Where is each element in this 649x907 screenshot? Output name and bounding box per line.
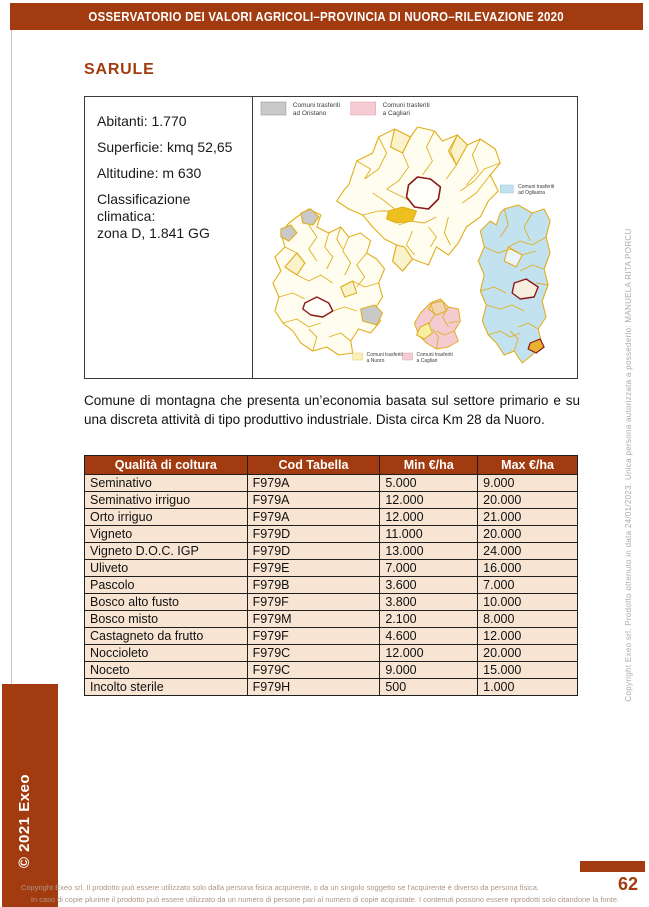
map-legend-nuoro (353, 352, 403, 364)
table-row (85, 594, 578, 611)
table-header-row (85, 456, 578, 475)
cell-min: 12.000 (380, 509, 478, 526)
column-header-cod: Cod Tabella (247, 456, 380, 475)
edition-copyright-text: © 2021 Exeo (16, 773, 33, 869)
cell-min: 9.000 (380, 662, 478, 679)
map-cluster-east (478, 205, 550, 363)
page-number: 62 (617, 874, 638, 894)
footer-license-line1: Copyright Exeo srl. Il prodotto può essere utilizzato solo dalla persona fisica acquirente, o da un singolo soggetto se l'acquirente è diverso da persona fisica. (21, 883, 539, 892)
cell-max: 20.000 (478, 645, 578, 662)
cell-cod: F979D (247, 526, 380, 543)
cell-qualita: Bosco alto fusto (85, 594, 248, 611)
cell-min: 500 (380, 679, 478, 696)
cell-max: 21.000 (478, 509, 578, 526)
cell-max: 1.000 (478, 679, 578, 696)
table-row (85, 543, 578, 560)
map-legend-ogliastra (500, 184, 554, 196)
footer-license-line2: In caso di copie plurime il prodotto può essere utilizzato da un numero di persone pari al numero di copie acquistate. I contenuti possono essere riprodotti solo citandone la fonte. (30, 895, 620, 904)
page-title: SARULE (84, 61, 155, 78)
cell-min: 5.000 (380, 475, 478, 492)
cell-qualita: Noccioleto (85, 645, 248, 662)
column-header-max: Max €/ha (478, 456, 578, 475)
cell-qualita: Vigneto D.O.C. IGP (85, 543, 248, 560)
header-banner (10, 3, 643, 30)
cell-max: 9.000 (478, 475, 578, 492)
info-classificazione: Classificazione climatica: (97, 191, 191, 225)
cell-cod: F979F (247, 594, 380, 611)
legend-label: a Cagliari (416, 357, 438, 365)
edition-copyright-box (2, 684, 58, 907)
table-row (85, 560, 578, 577)
cell-qualita: Seminativo (85, 475, 248, 492)
cell-cod: F979F (247, 628, 380, 645)
page-number-bar (580, 861, 645, 872)
cell-max: 15.000 (478, 662, 578, 679)
cell-cod: F979A (247, 492, 380, 509)
map-cluster-south (415, 299, 461, 349)
legend-label: ad Ogliastra (518, 189, 546, 197)
cell-qualita: Orto irriguo (85, 509, 248, 526)
cell-cod: F979B (247, 577, 380, 594)
legend-label: a Cagliari (382, 109, 410, 118)
table-row (85, 492, 578, 509)
cell-cod: F979H (247, 679, 380, 696)
map-cluster-west (273, 209, 385, 355)
cell-qualita: Uliveto (85, 560, 248, 577)
municipality-info-box (85, 97, 253, 378)
legend-swatch-cagliari (403, 353, 413, 360)
cell-max: 24.000 (478, 543, 578, 560)
table-row (85, 662, 578, 679)
cell-min: 13.000 (380, 543, 478, 560)
cell-cod: F979C (247, 645, 380, 662)
cell-cod: F979A (247, 509, 380, 526)
cell-min: 2.100 (380, 611, 478, 628)
cell-qualita: Seminativo irriguo (85, 492, 248, 509)
province-map (253, 97, 577, 378)
cell-max: 8.000 (478, 611, 578, 628)
legend-label: a Nuoro (366, 357, 385, 365)
info-altitudine: Altitudine: m 630 (97, 165, 202, 182)
table-row (85, 679, 578, 696)
cell-min: 12.000 (380, 492, 478, 509)
cell-max: 20.000 (478, 526, 578, 543)
cell-min: 7.000 (380, 560, 478, 577)
cell-cod: F979E (247, 560, 380, 577)
cell-cod: F979A (247, 475, 380, 492)
legend-label: ad Oristano (292, 109, 327, 118)
legend-swatch-nuoro (353, 353, 363, 360)
legend-swatch-cagliari (351, 102, 376, 115)
info-zona-climatica: zona D, 1.841 GG (97, 225, 210, 242)
cell-qualita: Bosco misto (85, 611, 248, 628)
table-row (85, 611, 578, 628)
info-map-frame (84, 96, 578, 379)
margin-ownership-note: Copyright Exeo srl. Prodotto ottenuto in data 24/01/2023. Unica persona autorizzata a possederlo: MANUELA RITA PORCU (624, 228, 633, 702)
municipality-description: Comune di montagna che presenta un’economia basata sul settore primario e su una discreta attività di tipo produttivo industriale. Dista circa Km 28 da Nuoro. (84, 393, 580, 427)
table-row (85, 645, 578, 662)
cell-max: 20.000 (478, 492, 578, 509)
legend-label: Comuni trasferiti (366, 351, 403, 359)
legend-label: Comuni trasferiti (416, 351, 453, 359)
cell-cod: F979D (247, 543, 380, 560)
cell-max: 10.000 (478, 594, 578, 611)
cell-min: 4.600 (380, 628, 478, 645)
cell-qualita: Vigneto (85, 526, 248, 543)
column-header-min: Min €/ha (380, 456, 478, 475)
cell-min: 3.600 (380, 577, 478, 594)
table-row (85, 577, 578, 594)
cell-cod: F979M (247, 611, 380, 628)
province-map-image (253, 97, 577, 378)
cell-qualita: Noceto (85, 662, 248, 679)
cell-min: 11.000 (380, 526, 478, 543)
table-row (85, 628, 578, 645)
legend-label: Comuni trasferiti (518, 183, 555, 191)
cell-qualita: Incolto sterile (85, 679, 248, 696)
header-banner-title: OSSERVATORIO DEI VALORI AGRICOLI–PROVINCIA DI NUORO–RILEVAZIONE 2020 (88, 9, 565, 24)
table-row (85, 509, 578, 526)
legend-label: Comuni trasferiti (382, 101, 430, 110)
table-row (85, 526, 578, 543)
map-legend-cagliari-bottom (403, 352, 453, 364)
map-legend-cagliari-top (351, 102, 430, 117)
cell-min: 12.000 (380, 645, 478, 662)
info-superficie: Superficie: kmq 52,65 (97, 139, 233, 156)
cell-cod: F979C (247, 662, 380, 679)
cell-qualita: Pascolo (85, 577, 248, 594)
map-legend-oristano (261, 102, 340, 117)
cell-max: 7.000 (478, 577, 578, 594)
land-values-table (84, 455, 578, 696)
legend-swatch-oristano (261, 102, 286, 115)
info-abitanti: Abitanti: 1.770 (97, 113, 187, 129)
legend-swatch-ogliastra (500, 185, 513, 193)
cell-max: 12.000 (478, 628, 578, 645)
column-header-qualita: Qualità di coltura (85, 456, 248, 475)
cell-max: 16.000 (478, 560, 578, 577)
cell-min: 3.800 (380, 594, 478, 611)
cell-qualita: Castagneto da frutto (85, 628, 248, 645)
table-row (85, 475, 578, 492)
legend-label: Comuni trasferiti (292, 101, 341, 110)
